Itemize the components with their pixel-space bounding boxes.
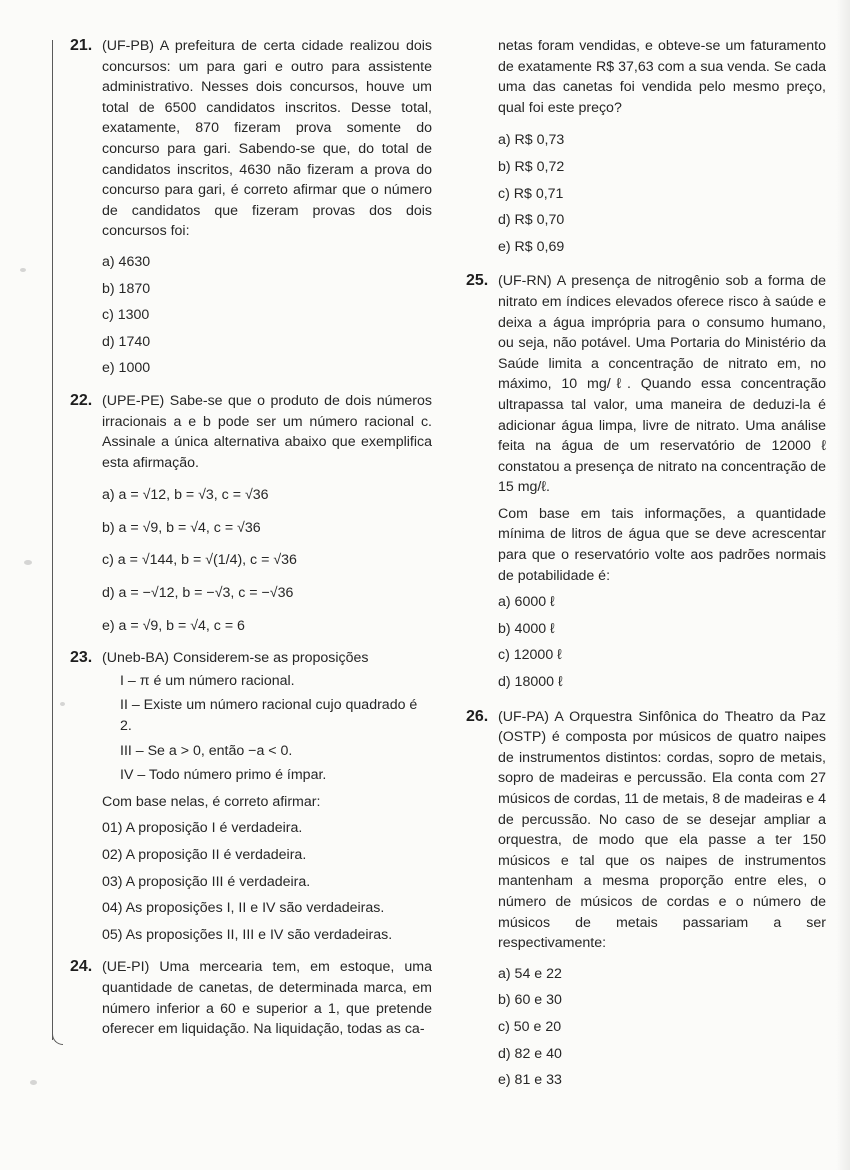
options-list [102, 252, 432, 379]
question-24-continued [466, 36, 826, 257]
question-24 [70, 957, 432, 1039]
option-02: 02) A proposição II é verdadeira. [102, 847, 307, 863]
option-b: b) R$ 0,72 [498, 158, 565, 175]
question-text: (UE-PI) Uma mercearia tem, em estoque, uma quantidade de canetas, de determinada marca, em número inferior a 60 e superior a 1, que pretende oferecer em liquidação. Na liquidação, todas as ca- [102, 959, 432, 1038]
option-c: c) a = √144, b = √(1/4), c = √36 [102, 552, 297, 569]
option-a: a) 4630 [102, 253, 151, 270]
options-list [498, 964, 826, 1091]
options-list [498, 130, 826, 257]
option-a: a) 54 e 22 [498, 965, 562, 982]
question-number: 21. [70, 37, 93, 54]
question-number: 23. [70, 649, 93, 667]
question-statement: Com base em tais informações, a quantidade mínima de litros de água que se deve acrescentar para que o reservatório volte aos padrões normais de potabilidade é: [498, 505, 826, 584]
propositions-list [102, 671, 432, 786]
option-d: d) 18000 ℓ [498, 674, 563, 691]
option-b: b) 1870 [102, 280, 151, 297]
proposition-ii: II – Existe um número racional cujo quadrado é 2. [120, 697, 418, 735]
option-d: d) R$ 0,70 [498, 212, 565, 229]
options-list [102, 485, 432, 636]
option-a: a) 6000 ℓ [498, 594, 555, 611]
proposition-iii: III – Se a > 0, então −a < 0. [120, 742, 293, 759]
option-e: e) 1000 [102, 360, 151, 377]
scan-shadow [836, 0, 850, 1170]
question-number: 24. [70, 958, 93, 976]
question-text: (Uneb-BA) Considerem-se as proposições [102, 650, 369, 667]
question-number: 22. [70, 391, 93, 409]
proposition-i: I – π é um número racional. [120, 672, 295, 689]
right-column [466, 36, 826, 1097]
proposition-iv: IV – Todo número primo é ímpar. [120, 767, 327, 784]
question-text: (UF-PA) A Orquestra Sinfônica do Theatro da Paz (OSTP) é composta por músicos de quatro naipes de instrumentos distintos: cordas, sopro de metais, sopro de madeiras e percussão. Ela conta com 27 músicos de cordas, 11 de metais, 8 de madeiras e 4 de percussão. No caso de se desejar ampliar a orquestra, de modo que ela passe a ter 150 músicos e tal que os naipes de instrumentos mantenham a mesma proporção entre eles, o número de músicos de cordas e o número de músicos de metais passariam a ser respectivamente: [498, 708, 826, 952]
option-e: e) R$ 0,69 [498, 238, 565, 255]
option-05: 05) As proposições II, III e IV são verdadeiras. [102, 926, 393, 943]
question-22 [70, 391, 432, 636]
question-26 [466, 707, 826, 1091]
option-c: c) R$ 0,71 [498, 185, 564, 202]
scan-speck [24, 560, 32, 565]
option-d: d) 1740 [102, 333, 151, 350]
option-b: b) 60 e 30 [498, 992, 562, 1009]
option-c: c) 12000 ℓ [498, 647, 562, 664]
option-01: 01) A proposição I é verdadeira. [102, 820, 303, 837]
margin-rule-hook [52, 1030, 63, 1045]
option-04: 04) As proposições I, II e IV são verdadeiras. [102, 900, 385, 917]
question-21 [70, 36, 432, 379]
question-text: (UF-RN) A presença de nitrogênio sob a forma de nitrato em índices elevados oferece risco à saúde e deixa a água imprópria para o consumo humano, ou seja, não potável. Uma Portaria do Ministério da Saúde limita a concentração de nitrato em, no máximo, 10 mg/ℓ. Quando essa concentração ultrapassa tal valor, uma maneira de deduzi-la é adicionar água limpa, livre de nitrato. Uma análise feita na água de um reservatório de 12000 ℓ constatou a presença de nitrato na concentração de 15 mg/ℓ. [498, 273, 826, 496]
option-e: e) a = √9, b = √4, c = 6 [102, 617, 245, 634]
scan-speck [60, 702, 65, 706]
option-b: b) a = √9, b = √4, c = √36 [102, 519, 261, 536]
options-list [498, 592, 826, 692]
left-column [70, 36, 432, 1040]
option-03: 03) A proposição III é verdadeira. [102, 873, 311, 890]
option-a: a) R$ 0,73 [498, 132, 565, 149]
question-25 [466, 271, 826, 692]
scan-speck [30, 1080, 37, 1085]
option-d: d) a = −√12, b = −√3, c = −√36 [102, 585, 294, 602]
option-b: b) 4000 ℓ [498, 620, 555, 637]
margin-rule [52, 40, 53, 1040]
question-number: 26. [466, 707, 489, 725]
question-text: (UF-PB) A prefeitura de certa cidade realizou dois concursos: um para gari e outro para assistente administrativo. Nesses dois concursos, houve um total de 6500 candidatos inscritos. Desse total, exatamente, 870 fizeram prova somente do concurso para gari. Sabendo-se que, do total de candidatos inscritos, 4630 não fizeram a prova do concurso para gari, é correto afirmar que o número de candidatos que fizeram provas dos dois concursos foi: [102, 38, 432, 240]
option-d: d) 82 e 40 [498, 1045, 562, 1062]
question-text: (UPE-PE) Sabe-se que o produto de dois números irracionais a e b pode ser um número racional c. Assinale a única alternativa abaixo que exemplifica esta afirmação. [102, 392, 432, 471]
question-statement: Com base nelas, é correto afirmar: [102, 793, 321, 810]
question-23 [70, 648, 432, 945]
question-number: 25. [466, 272, 489, 290]
option-c: c) 1300 [102, 307, 150, 324]
options-list [102, 818, 432, 945]
scan-speck [20, 268, 26, 272]
option-e: e) 81 e 33 [498, 1072, 562, 1089]
question-text: netas foram vendidas, e obteve-se um faturamento de exatamente R$ 37,63 com a sua venda. Se cada uma das canetas foi vendida pelo mesmo preço, qual foi este preço? [498, 38, 826, 116]
option-c: c) 50 e 20 [498, 1018, 562, 1035]
option-a: a) a = √12, b = √3, c = √36 [102, 487, 269, 504]
